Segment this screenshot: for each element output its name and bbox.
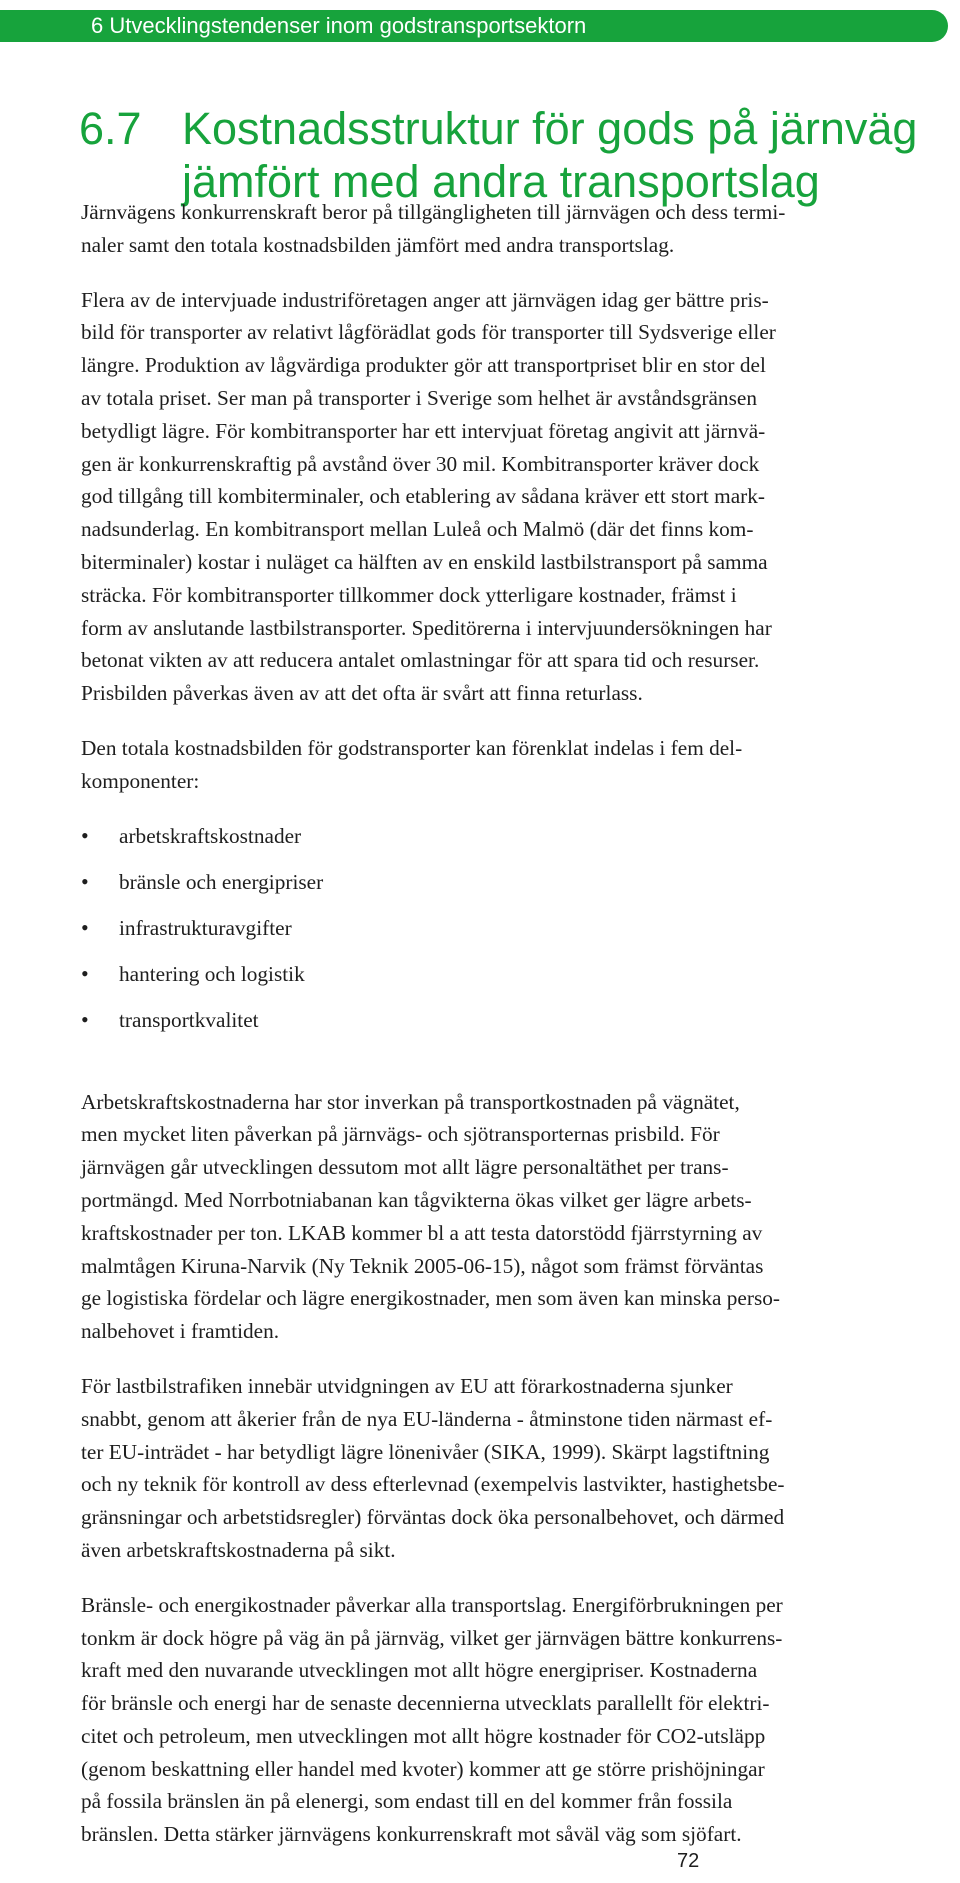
paragraph (81, 196, 946, 262)
section-title-line-1: Kostnadsstruktur för gods på järnväg (182, 103, 918, 155)
paragraph (81, 1370, 946, 1567)
paragraph-line: bränslen. Detta stärker järnvägens konkurrenskraft mot såväl väg som sjöfart. (81, 1822, 742, 1847)
body-text (81, 196, 946, 1873)
paragraph-line: längre. Produktion av lågvärdiga produkter gör att transportpriset blir en stor del (81, 353, 766, 378)
paragraph-line: ge logistiska fördelar och lägre energikostnader, men som även kan minska perso- (81, 1286, 780, 1311)
page-number: 72 (677, 1850, 700, 1872)
cost-components-list (81, 820, 946, 1050)
paragraph (81, 284, 946, 710)
paragraph-line: Flera av de intervjuade industriföretagen anger att järnvägen idag ger bättre pris- (81, 287, 769, 312)
paragraph-line: Prisbilden påverkas även av att det ofta är svårt att finna returlass. (81, 681, 643, 706)
list-item: • infrastrukturavgifter (81, 912, 946, 958)
paragraph (81, 1086, 946, 1348)
list-item: • hantering och logistik (81, 958, 946, 1004)
paragraph-line: naler samt den totala kostnadsbilden jämfört med andra transportslag. (81, 232, 675, 257)
paragraph (81, 732, 946, 798)
paragraph (81, 1589, 946, 1851)
paragraph-line: men mycket liten påverkan på järnvägs- och sjötransporternas prisbild. För (81, 1122, 720, 1147)
paragraph-line: kraft med den nuvarande utvecklingen mot allt högre energipriser. Kostnaderna (81, 1658, 758, 1683)
paragraph-line: på fossila bränslen än på elenergi, som endast till en del kommer från fossila (81, 1789, 733, 1814)
list-item: • transportkvalitet (81, 1004, 946, 1050)
paragraph-line: portmängd. Med Norrbotniabanan kan tågvikterna ökas vilket ger lägre arbets- (81, 1187, 752, 1212)
chapter-title: 6 Utvecklingstendenser inom godstransportsektorn (91, 13, 587, 38)
paragraph-line: (genom beskattning eller handel med kvoter) kommer att ge större prishöjningar (81, 1756, 765, 1781)
paragraph-line: nalbehovet i framtiden. (81, 1319, 280, 1344)
paragraph-line: kraftskostnader per ton. LKAB kommer bl a att testa datorstödd fjärrstyrning av (81, 1220, 763, 1245)
paragraph-line: och ny teknik för kontroll av dess efterlevnad (exempelvis lastvikter, hastighetsbe- (81, 1472, 785, 1497)
paragraph-line: För lastbilstrafiken innebär utvidgningen av EU att förarkostnaderna sjunker (81, 1373, 733, 1398)
paragraph-line: även arbetskraftskostnaderna på sikt. (81, 1537, 396, 1562)
section-title-line-2: jämfört med andra transportslag (182, 156, 820, 208)
paragraph-line: god tillgång till kombiterminaler, och etablering av sådana kräver ett stort mark- (81, 484, 765, 509)
paragraph-line: Den totala kostnadsbilden för godstransporter kan förenklat indelas i fem del- (81, 735, 743, 760)
list-item: • arbetskraftskostnader (81, 820, 946, 866)
paragraph-line: för bränsle och energi har de senaste decennierna utvecklats parallellt för elektri- (81, 1691, 770, 1716)
paragraph-line: sträcka. För kombitransporter tillkommer dock ytterligare kostnader, främst i (81, 582, 737, 607)
list-item: • bränsle och energipriser (81, 866, 946, 912)
paragraphs-before-list (81, 196, 946, 798)
paragraph-line: Bränsle- och energikostnader påverkar alla transportslag. Energiförbrukningen per (81, 1592, 783, 1617)
paragraph-line: järnvägen går utvecklingen dessutom mot allt lägre personaltäthet per trans- (81, 1155, 729, 1180)
paragraph-line: form av anslutande lastbilstransporter. Speditörerna i intervjuundersökningen har (81, 615, 772, 640)
paragraph-line: nadsunderlag. En kombitransport mellan Luleå och Malmö (där det finns kom- (81, 517, 754, 542)
paragraphs-after-list (81, 1086, 946, 1852)
paragraph-line: tonkm är dock högre på väg än på järnväg, vilket ger järnvägen bättre konkurrens- (81, 1625, 783, 1650)
paragraph-line: citet och petroleum, men utvecklingen mot allt högre kostnader för CO2-utsläpp (81, 1723, 766, 1748)
chapter-header-bar (0, 10, 948, 42)
paragraph-line: snabbt, genom att åkerier från de nya EU-länderna - åtminstone tiden närmast ef- (81, 1406, 773, 1431)
paragraph-line: biterminaler) kostar i nuläget ca hälften av en enskild lastbilstransport på samma (81, 549, 768, 574)
paragraph-line: malmtågen Kiruna-Narvik (Ny Teknik 2005-06-15), något som främst förväntas (81, 1253, 764, 1278)
section-number: 6.7 (79, 103, 142, 155)
paragraph-line: Järnvägens konkurrenskraft beror på tillgängligheten till järnvägen och dess termi- (81, 200, 786, 224)
paragraph-line: bild för transporter av relativt lågförädlat gods för transporter till Sydsverige eller (81, 320, 776, 345)
paragraph-line: gränsningar och arbetstidsregler) förväntas dock öka personalbehovet, och därmed (81, 1505, 785, 1530)
paragraph-line: Arbetskraftskostnaderna har stor inverkan på transportkostnaden på vägnätet, (81, 1089, 740, 1114)
paragraph-line: gen är konkurrenskraftig på avstånd över 30 mil. Kombitransporter kräver dock (81, 451, 760, 476)
paragraph-line: betonat vikten av att reducera antalet omlastningar för att spara tid och resurser. (81, 648, 760, 673)
paragraph-line: komponenter: (81, 768, 200, 793)
paragraph-line: ter EU-inträdet - har betydligt lägre lönenivåer (SIKA, 1999). Skärpt lagstiftning (81, 1439, 770, 1464)
paragraph-line: av totala priset. Ser man på transporter i Sverige som helhet är avståndsgränsen (81, 385, 757, 410)
paragraph-line: betydligt lägre. För kombitransporter har ett intervjuat företag angivit att järnvä- (81, 418, 766, 443)
